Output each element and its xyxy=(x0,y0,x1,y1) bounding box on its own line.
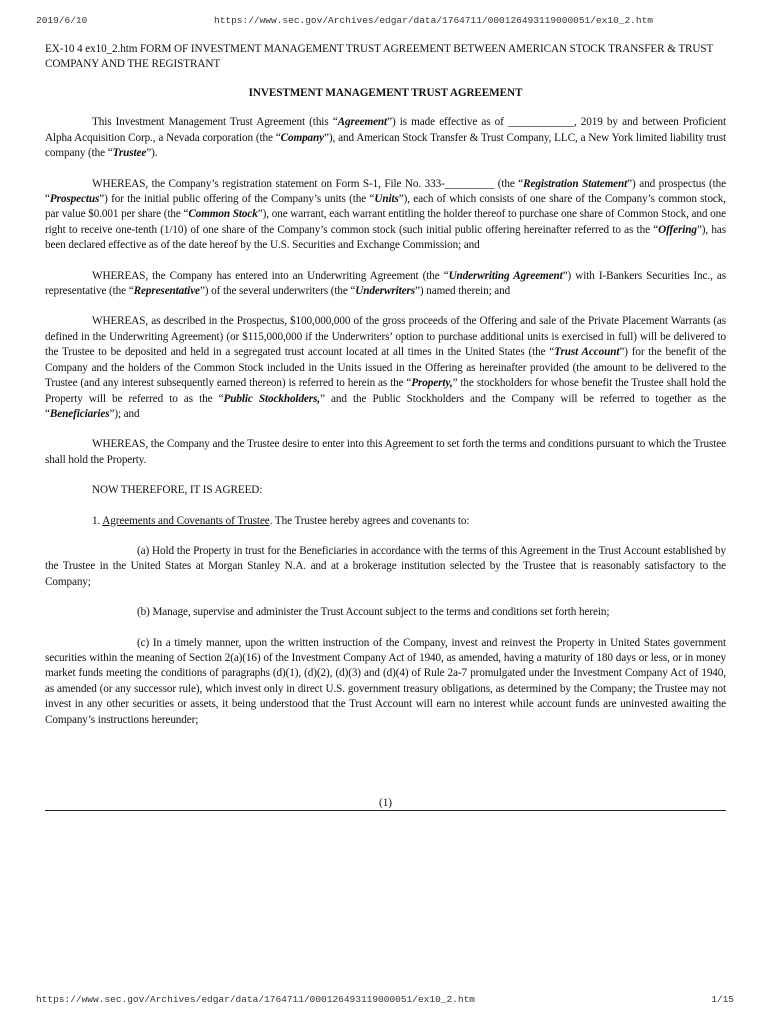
whereas-paragraph-3: WHEREAS, as described in the Prospectus, $100,000,000 of the gross proceeds of the Offering and sale of the Private Placement Warrants (as defined in the Underwriting Agreement) (or $115,000,000 if the Underwriters’ option to purchase additional units is exercised in full) will be delivered to the Trustee to be deposited and held in a segregated trust account located at all times in the United States (the “Trust Account”) for the benefit of the Company and the holders of the Common Stock included in the Units issued in the Offering as hereinafter provided (the amount to be delivered to the Trustee (and any interest subsequently earned thereon) is referred to herein as the “Property,” the stockholders for whose benefit the Trustee shall hold the Property will be referred to as the “Public Stockholders,” and the Public Stockholders and the Company will be referred to together as the “Beneficiaries”); and xyxy=(45,315,726,420)
intro-paragraph: This Investment Management Trust Agreement (this “Agreement”) is made effective as of ____________, 2019 by and between Proficient Alpha Acquisition Corp., a Nevada corporation (the “Company”), and American Stock Transfer & Trust Company, LLC, a New York limited liability trust company (the “Trustee”). xyxy=(45,116,726,160)
defined-term: Beneficiaries xyxy=(49,407,110,420)
defined-term: Units xyxy=(374,193,399,206)
defined-term: Registration Statement xyxy=(523,177,628,190)
whereas-paragraph-1: WHEREAS, the Company’s registration statement on Form S-1, File No. 333-_________ (the “Registration Statement”) and prospectus (the “Prospectus”) for the initial public offering of the Company’s units (the “Units”), each of which consists of one share of the Company’s common stock, par value $0.001 per share (the “Common Stock”), one warrant, each warrant entitling the holder thereof to purchase one share of Common Stock, and one right to receive one-tenth (1/10) of one share of the Company’s common stock (such initial public offering hereinafter referred to as the “Offering”), has been declared effective as of the date hereof by the U.S. Securities and Exchange Commission; and xyxy=(45,177,726,252)
clause-b: (b) Manage, supervise and administer the Trust Account subject to the terms and conditions set forth herein; xyxy=(137,606,610,619)
print-page-count: 1/15 xyxy=(711,994,734,1005)
defined-term: Offering xyxy=(658,223,697,236)
defined-term: Common Stock xyxy=(188,208,258,221)
clause-c: (c) In a timely manner, upon the written instruction of the Company, invest and reinvest the Property in United States government securities within the meaning of Section 2(a)(16) of the Investment Company Act of 1940, as amended, having a maturity of 180 days or less, or in money market funds meeting the conditions of paragraphs (d)(1), (d)(2), (d)(3) and (d)(4) of Rule 2a-7 promulgated under the Investment Company Act of 1940, as amended (or any successor rule), which invest only in direct U.S. government treasury obligations, as determined by the Company; the Trustee may not invest in any other securities or assets, it being understood that the Trust Account will earn no interest while account funds are uninvested awaiting the Company’s instructions hereunder; xyxy=(45,636,726,726)
whereas-paragraph-4: WHEREAS, the Company and the Trustee desire to enter into this Agreement to set forth the terms and conditions pursuant to which the Trustee shall hold the Property. xyxy=(45,438,726,466)
document-body xyxy=(45,42,726,743)
defined-term: Underwriters xyxy=(355,285,416,298)
defined-term: Trustee xyxy=(112,147,147,160)
document-title: EX-10 4 ex10_2.htm FORM OF INVESTMENT MANAGEMENT TRUST AGREEMENT BETWEEN AMERICAN STOCK TRANSFER & TRUST COMPANY AND THE REGISTRANT xyxy=(45,43,714,70)
defined-term: Underwriting Agreement xyxy=(448,269,563,282)
defined-term: Public Stockholders, xyxy=(223,392,321,405)
defined-term: Property, xyxy=(411,377,453,390)
now-therefore-clause: NOW THEREFORE, IT IS AGREED: xyxy=(92,484,263,497)
print-header-url: https://www.sec.gov/Archives/edgar/data/1764711/000126493119000051/ex10_2.htm xyxy=(214,15,653,26)
print-footer-url: https://www.sec.gov/Archives/edgar/data/1764711/000126493119000051/ex10_2.htm xyxy=(36,994,475,1005)
section-1-title: Agreements and Covenants of Trustee xyxy=(102,514,270,527)
print-date: 2019/6/10 xyxy=(36,15,88,26)
defined-term: Trust Account xyxy=(554,346,620,359)
agreement-heading: INVESTMENT MANAGEMENT TRUST AGREEMENT xyxy=(248,87,523,99)
defined-term: Company xyxy=(280,131,325,144)
page-divider xyxy=(45,810,726,811)
defined-term: Prospectus xyxy=(49,193,100,206)
whereas-paragraph-2: WHEREAS, the Company has entered into an Underwriting Agreement (the “Underwriting Agreement”) with I-Bankers Securities Inc., as representative (the “Representative”) of the several underwriters (the “Underwriters”) named therein; and xyxy=(45,269,726,298)
defined-term: Representative xyxy=(133,285,200,298)
page-number: (1) xyxy=(378,797,393,809)
defined-term: Agreement xyxy=(337,116,388,129)
section-1-heading: 1. Agreements and Covenants of Trustee. The Trustee hereby agrees and covenants to: xyxy=(92,514,470,527)
clause-a: (a) Hold the Property in trust for the Beneficiaries in accordance with the terms of this Agreement in the Trust Account established by the Trustee in the United States at Morgan Stanley N.A. and at a brokerage institution selected by the Trustee that is reasonably satisfactory to the Company; xyxy=(45,544,726,588)
